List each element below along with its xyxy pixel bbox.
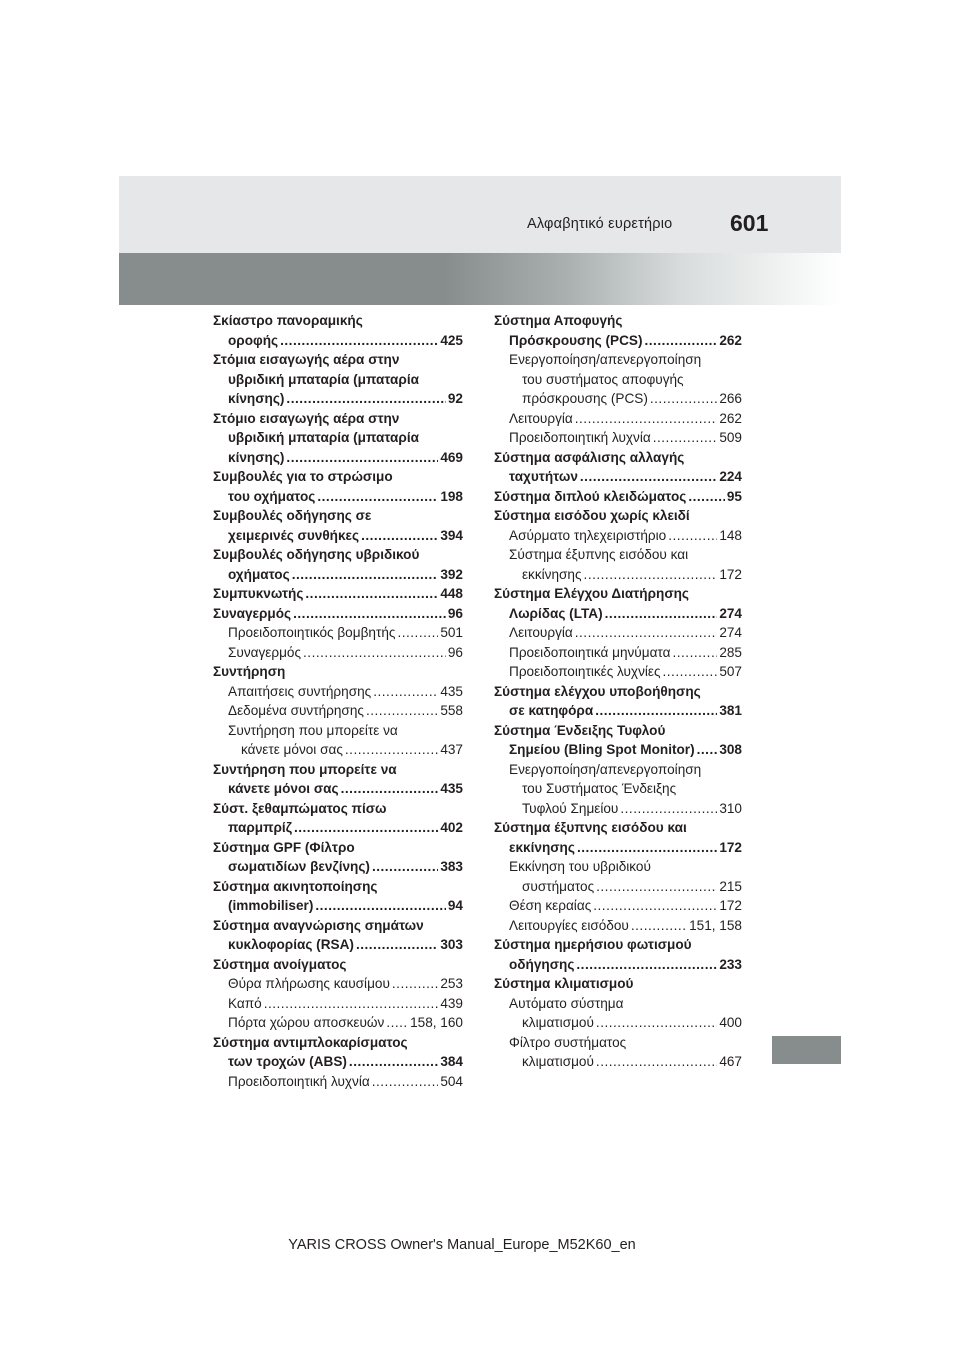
dot-leader xyxy=(317,487,438,507)
index-term: κλιματισμού xyxy=(522,1015,594,1030)
page-reference: 285 xyxy=(719,644,742,660)
index-term: Σύστ. ξεθαμπώματος πίσω xyxy=(213,800,387,816)
section-title: Αλφαβητικό ευρετήριο xyxy=(527,216,673,232)
index-term: εκκίνησης xyxy=(509,839,575,855)
index-column-left xyxy=(213,311,463,1091)
dot-leader xyxy=(372,857,438,877)
index-term: Εκκίνηση του υβριδικού xyxy=(509,859,651,874)
dot-leader xyxy=(575,409,718,429)
index-entry xyxy=(494,701,742,721)
index-term: Σύστημα ημερήσιου φωτισμού xyxy=(494,937,692,952)
index-term: Σύστημα ελέγχου υποβοήθησης xyxy=(494,683,701,699)
page-reference: 233 xyxy=(719,956,742,972)
index-entry xyxy=(213,994,463,1014)
index-entry xyxy=(494,643,742,663)
index-term: Δεδομένα συντήρησης xyxy=(228,703,364,718)
index-entry xyxy=(213,604,463,624)
index-entry xyxy=(213,974,463,994)
dot-leader xyxy=(663,662,718,682)
index-term: Λειτουργία xyxy=(509,625,573,640)
page-reference: 172 xyxy=(719,566,742,582)
index-entry xyxy=(494,721,742,741)
index-entry xyxy=(494,740,742,760)
index-column-right xyxy=(494,311,742,1072)
page-reference: 439 xyxy=(440,995,463,1011)
page-reference: 501 xyxy=(440,625,463,640)
index-term: χειμερινές συνθήκες xyxy=(228,527,360,543)
index-term: Προειδοποιητικές λυχνίες xyxy=(509,664,661,679)
dot-leader xyxy=(293,604,446,624)
index-entry xyxy=(213,779,463,799)
index-entry xyxy=(213,643,463,663)
index-entry xyxy=(213,721,463,741)
index-entry xyxy=(494,428,742,448)
index-entry xyxy=(494,545,742,565)
dot-leader xyxy=(620,799,717,819)
index-term: των τροχών (ABS) xyxy=(228,1054,347,1069)
index-term: Πόρτα χώρου αποσκευών xyxy=(228,1015,385,1030)
index-term: Σύστημα GPF (Φίλτρο xyxy=(213,839,355,855)
index-entry xyxy=(494,331,742,351)
page-reference: 94 xyxy=(447,898,463,913)
dot-leader xyxy=(577,838,717,858)
index-term: Συντήρηση που μπορείτε να xyxy=(213,761,397,777)
index-entry xyxy=(213,311,463,331)
index-entry xyxy=(494,311,742,331)
index-term: υβριδική μπαταρία (μπαταρία xyxy=(228,371,419,387)
dot-leader xyxy=(373,682,438,702)
dot-leader xyxy=(286,389,445,409)
index-term: Στόμια εισαγωγής αέρα στην xyxy=(213,352,400,367)
index-entry xyxy=(494,448,742,468)
index-term: Πρόσκρουσης (PCS) xyxy=(509,332,643,348)
dot-leader xyxy=(303,643,446,663)
index-term: Σύστημα διπλού κλειδώματος xyxy=(494,488,687,504)
index-term: κίνησης) xyxy=(228,449,285,465)
index-term: του Συστήματος Ένδειξης xyxy=(522,781,677,796)
index-entry xyxy=(494,604,742,624)
index-entry xyxy=(494,994,742,1014)
page-reference: 308 xyxy=(719,742,742,757)
dot-leader xyxy=(631,916,687,936)
index-term: Συμβουλές οδήγησης υβριδικού xyxy=(213,547,420,562)
dot-leader xyxy=(397,623,438,643)
dot-leader xyxy=(372,1072,439,1092)
index-entry xyxy=(213,662,463,682)
index-entry xyxy=(494,760,742,780)
index-entry xyxy=(494,662,742,682)
index-entry xyxy=(213,526,463,546)
page-reference: 262 xyxy=(719,332,742,348)
page-reference: 96 xyxy=(447,605,463,621)
index-entry xyxy=(494,467,742,487)
index-entry xyxy=(213,1013,463,1033)
index-entry xyxy=(494,623,742,643)
index-entry xyxy=(213,350,463,370)
page-reference: 172 xyxy=(719,898,742,913)
index-term: κάνετε μόνοι σας xyxy=(228,781,339,796)
index-term: κάνετε μόνοι σας xyxy=(241,742,343,757)
section-tab-marker xyxy=(772,1036,841,1064)
index-term: Καπό xyxy=(228,995,262,1011)
index-term: οροφής xyxy=(228,332,279,348)
index-term: ταχυτήτων xyxy=(509,469,578,484)
index-term: Συντήρηση xyxy=(213,664,286,679)
page-reference: 92 xyxy=(447,391,463,406)
index-entry xyxy=(213,331,463,351)
page-reference: 392 xyxy=(440,566,463,582)
index-entry xyxy=(494,838,742,858)
index-term: Απαιτήσεις συντήρησης xyxy=(228,683,372,699)
index-term: Λωρίδας (LTA) xyxy=(509,605,603,621)
dot-leader xyxy=(386,1013,408,1033)
dot-leader xyxy=(341,779,439,799)
index-term: Σύστημα αντιμπλοκαρίσματος xyxy=(213,1034,408,1050)
index-entry xyxy=(494,350,742,370)
index-term: του οχήματος xyxy=(228,488,316,504)
dot-leader xyxy=(596,877,717,897)
page-reference: 384 xyxy=(440,1054,463,1069)
index-term: Προειδοποιητική λυχνία xyxy=(509,430,651,445)
index-entry xyxy=(494,682,742,702)
page-reference: 467 xyxy=(719,1054,742,1069)
index-term: Σύστημα εισόδου χωρίς κλειδί xyxy=(494,508,690,523)
index-term: Σύστημα Ελέγχου Διατήρησης xyxy=(494,586,689,601)
page-reference: 383 xyxy=(440,859,463,874)
index-term: Σύστημα Ένδειξης Τυφλού xyxy=(494,722,666,738)
index-entry xyxy=(213,545,463,565)
dot-leader xyxy=(366,701,438,721)
index-term: Σύστημα ανοίγματος xyxy=(213,956,347,972)
index-entry xyxy=(213,1072,463,1092)
page-reference: 435 xyxy=(440,683,463,699)
index-entry xyxy=(213,448,463,468)
index-term: εκκίνησης xyxy=(522,566,582,582)
index-term: παρμπρίζ xyxy=(228,820,292,835)
index-term: υβριδική μπαταρία (μπαταρία xyxy=(228,430,419,445)
index-entry xyxy=(494,935,742,955)
page-reference: 224 xyxy=(719,469,742,484)
index-entry xyxy=(494,857,742,877)
index-entry xyxy=(213,428,463,448)
dot-leader xyxy=(349,1052,438,1072)
dot-leader xyxy=(361,526,438,546)
index-term: Φίλτρο συστήματος xyxy=(509,1034,627,1050)
index-term: του συστήματος αποφυγής xyxy=(522,371,684,387)
page-reference: 381 xyxy=(719,703,742,718)
page-reference: 425 xyxy=(440,332,463,348)
index-entry xyxy=(213,370,463,390)
index-term: Θέση κεραίας xyxy=(509,898,592,913)
index-term: Στόμιο εισαγωγής αέρα στην xyxy=(213,410,400,426)
index-term: Συμβουλές για το στρώσιμο xyxy=(213,469,393,484)
index-term: Σύστημα έξυπνης εισόδου και xyxy=(509,547,689,562)
dot-leader xyxy=(280,331,438,351)
dot-leader xyxy=(688,487,725,507)
page-number: 601 xyxy=(730,210,769,236)
index-entry xyxy=(494,526,742,546)
index-entry xyxy=(213,565,463,585)
index-entry xyxy=(494,565,742,585)
index-entry xyxy=(213,584,463,604)
page-reference: 303 xyxy=(440,937,463,952)
dot-leader xyxy=(697,740,718,760)
index-term: Ασύρματο τηλεχειριστήριο xyxy=(509,527,667,543)
index-term: Σύστημα κλιματισμού xyxy=(494,976,634,991)
index-term: σε κατηφόρα xyxy=(509,703,594,718)
index-term: Σύστημα ακινητοποίησης xyxy=(213,878,378,894)
index-term: κλιματισμού xyxy=(522,1054,594,1069)
index-entry xyxy=(494,487,742,507)
index-term: Σύστημα Αποφυγής xyxy=(494,313,623,328)
index-term: Σύστημα αναγνώρισης σημάτων xyxy=(213,917,424,933)
page-reference: 198 xyxy=(440,488,463,504)
page-reference: 253 xyxy=(440,976,463,991)
page-reference: 504 xyxy=(440,1073,463,1089)
index-term: Συμβουλές οδήγησης σε xyxy=(213,508,372,523)
page-reference: 558 xyxy=(440,703,463,718)
index-entry xyxy=(213,877,463,897)
index-term: Σύστημα ασφάλισης αλλαγής xyxy=(494,449,685,465)
index-entry xyxy=(213,487,463,507)
index-term: κίνησης) xyxy=(228,391,285,406)
page-reference: 310 xyxy=(719,800,742,816)
index-entry xyxy=(213,896,463,916)
index-entry xyxy=(213,935,463,955)
index-term: Προειδοποιητικά μηνύματα xyxy=(509,644,671,660)
dot-leader xyxy=(584,565,718,585)
dot-leader xyxy=(596,1013,717,1033)
page-reference: 266 xyxy=(719,391,742,406)
index-term: Τυφλού Σημείου xyxy=(522,800,619,816)
index-entry xyxy=(213,467,463,487)
index-entry xyxy=(494,1033,742,1053)
page-reference: 400 xyxy=(719,1015,742,1030)
index-term: Λειτουργία xyxy=(509,410,573,426)
index-entry xyxy=(494,799,742,819)
index-entry xyxy=(213,623,463,643)
index-term: Συμπυκνωτής xyxy=(213,586,304,601)
dot-leader xyxy=(305,584,438,604)
page-reference: 158, 160 xyxy=(410,1015,463,1030)
dot-leader xyxy=(392,974,438,994)
page-reference: 469 xyxy=(440,449,463,465)
index-entry xyxy=(494,370,742,390)
dot-leader xyxy=(668,526,717,546)
index-entry xyxy=(213,506,463,526)
decorative-gradient-bar xyxy=(119,253,841,305)
index-entry xyxy=(494,818,742,838)
index-entry xyxy=(494,1013,742,1033)
index-term: πρόσκρουσης (PCS) xyxy=(522,391,648,406)
index-term: Προειδοποιητικός βομβητής xyxy=(228,625,396,640)
dot-leader xyxy=(593,896,717,916)
index-entry xyxy=(213,838,463,858)
page-reference: 435 xyxy=(440,781,463,796)
index-entry xyxy=(494,779,742,799)
dot-leader xyxy=(595,701,717,721)
footer-text: YARIS CROSS Owner's Manual_Europe_M52K60_en xyxy=(288,1237,636,1253)
index-entry xyxy=(213,955,463,975)
dot-leader xyxy=(294,818,438,838)
dot-leader xyxy=(315,896,446,916)
page-reference: 262 xyxy=(719,410,742,426)
dot-leader xyxy=(345,740,438,760)
dot-leader xyxy=(672,643,717,663)
index-term: Σκίαστρο πανοραμικής xyxy=(213,313,363,328)
index-entry xyxy=(213,740,463,760)
index-term: Προειδοποιητική λυχνία xyxy=(228,1073,370,1089)
index-term: οχήματος xyxy=(228,566,290,582)
index-term: (immobiliser) xyxy=(228,898,314,913)
index-term: Συναγερμός xyxy=(228,644,302,660)
dot-leader xyxy=(292,565,439,585)
page-reference: 509 xyxy=(719,430,742,445)
index-entry xyxy=(213,389,463,409)
dot-leader xyxy=(286,448,438,468)
dot-leader xyxy=(653,428,718,448)
index-entry xyxy=(494,974,742,994)
index-entry xyxy=(213,857,463,877)
index-entry xyxy=(494,896,742,916)
page-reference: 151, 158 xyxy=(689,917,742,933)
page-reference: 402 xyxy=(440,820,463,835)
index-entry xyxy=(213,409,463,429)
index-entry xyxy=(213,799,463,819)
index-entry xyxy=(213,916,463,936)
index-entry xyxy=(494,877,742,897)
index-term: Συναγερμός xyxy=(213,605,292,621)
dot-leader xyxy=(596,1052,717,1072)
page-reference: 437 xyxy=(440,742,463,757)
dot-leader xyxy=(576,955,717,975)
page-reference: 394 xyxy=(440,527,463,543)
index-entry xyxy=(494,409,742,429)
dot-leader xyxy=(580,467,717,487)
index-term: Ενεργοποίηση/απενεργοποίηση xyxy=(509,761,702,777)
index-term: Θύρα πλήρωσης καυσίμου xyxy=(228,976,390,991)
page-reference: 215 xyxy=(719,878,742,894)
index-entry xyxy=(213,760,463,780)
index-entry xyxy=(213,1052,463,1072)
index-entry xyxy=(213,701,463,721)
index-term: κυκλοφορίας (RSA) xyxy=(228,937,354,952)
dot-leader xyxy=(605,604,718,624)
index-entry xyxy=(213,818,463,838)
index-term: σωματιδίων βενζίνης) xyxy=(228,859,370,874)
footer xyxy=(0,1237,960,1253)
page-reference: 148 xyxy=(719,527,742,543)
page-reference: 96 xyxy=(447,644,463,660)
index-term: Συντήρηση που μπορείτε να xyxy=(228,722,398,738)
index-entry xyxy=(494,1052,742,1072)
page-reference: 274 xyxy=(719,605,742,621)
index-entry xyxy=(494,389,742,409)
index-entry xyxy=(213,1033,463,1053)
index-entry xyxy=(494,955,742,975)
index-term: συστήματος xyxy=(522,878,595,894)
index-entry xyxy=(494,584,742,604)
index-term: Αυτόματο σύστημα xyxy=(509,995,624,1011)
dot-leader xyxy=(650,389,717,409)
index-term: Σύστημα έξυπνης εισόδου και xyxy=(494,820,687,835)
page-reference: 274 xyxy=(719,625,742,640)
page-reference: 507 xyxy=(719,664,742,679)
dot-leader xyxy=(645,331,718,351)
index-entry xyxy=(494,506,742,526)
index-entry xyxy=(494,916,742,936)
index-term: Λειτουργίες εισόδου xyxy=(509,917,629,933)
dot-leader xyxy=(575,623,718,643)
index-term: Σημείου (Bling Spot Monitor) xyxy=(509,742,695,757)
page-reference: 95 xyxy=(726,488,742,504)
page-reference: 448 xyxy=(440,586,463,601)
dot-leader xyxy=(356,935,438,955)
dot-leader xyxy=(264,994,439,1014)
index-entry xyxy=(213,682,463,702)
page-reference: 172 xyxy=(719,839,742,855)
index-term: Ενεργοποίηση/απενεργοποίηση xyxy=(509,352,702,367)
index-term: οδήγησης xyxy=(509,956,575,972)
